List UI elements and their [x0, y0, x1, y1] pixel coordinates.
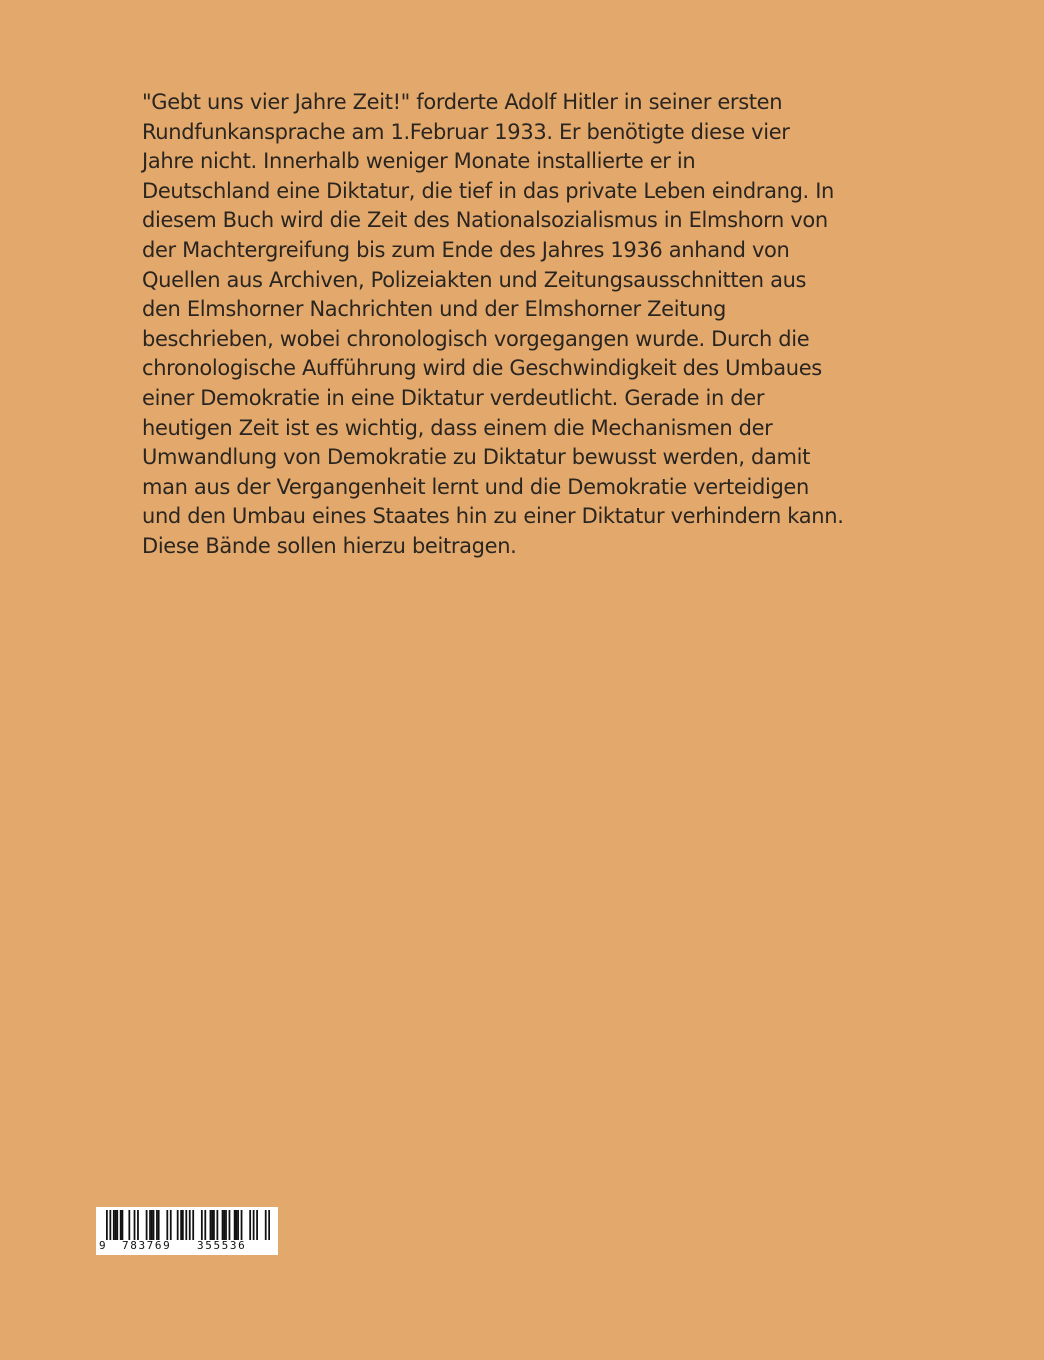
barcode-bar [249, 1210, 251, 1240]
barcode-bar [166, 1210, 168, 1240]
barcode-bar [106, 1210, 108, 1240]
barcode-bar [211, 1210, 213, 1240]
blurb-line: heutigen Zeit ist es wichtig, dass einem die Mechanismen der [142, 415, 773, 440]
barcode-bar [223, 1210, 225, 1240]
barcode-bar [116, 1210, 118, 1240]
barcode-bar [213, 1210, 215, 1240]
barcode-bar [122, 1210, 124, 1240]
barcode-bar [115, 1210, 117, 1240]
barcode-bar [149, 1210, 151, 1240]
barcode-bar [265, 1210, 267, 1240]
blurb-line: chronologische Aufführung wird die Geschwindigkeit des Umbaues [142, 356, 822, 381]
barcode-bar [180, 1210, 182, 1240]
barcode-bar [216, 1210, 218, 1240]
blurb-line: Rundfunkansprache am 1.Februar 1933. Er benötigte diese vier [142, 119, 790, 144]
barcode-left-digits: 783769 [122, 1239, 172, 1252]
barcode-bar [189, 1210, 191, 1240]
blurb-line: Umwandlung von Demokratie zu Diktatur bewusst werden, damit [142, 445, 810, 470]
barcode-bar [201, 1210, 203, 1240]
blurb-line: und den Umbau eines Staates hin zu einer Diktatur verhindern kann. [142, 504, 844, 529]
barcode-bar [268, 1210, 270, 1240]
barcode-bar [158, 1210, 160, 1240]
barcode-bar [134, 1210, 136, 1240]
blurb-line: Quellen aus Archiven, Polizeiakten und Zeitungsausschnitten aus [142, 267, 807, 292]
blurb-line: diesem Buch wird die Zeit des Nationalsozialismus in Elmshorn von [142, 208, 828, 233]
blurb-line: Deutschland eine Diktatur, die tief in das private Leben eindrang. In [142, 178, 835, 203]
barcode-bar [146, 1210, 148, 1240]
blurb-line: "Gebt uns vier Jahre Zeit!" forderte Adolf Hitler in seiner ersten [142, 90, 783, 114]
blurb-line: den Elmshorner Nachrichten und der Elmshorner Zeitung [142, 297, 727, 322]
barcode-bar [109, 1210, 111, 1240]
barcode-bar [185, 1210, 187, 1240]
barcode-bar [204, 1210, 206, 1240]
barcode-bar [235, 1210, 237, 1240]
barcode-bars [106, 1210, 270, 1240]
blurb-line: Jahre nicht. Innerhalb weniger Monate installierte er in [142, 149, 696, 174]
barcode-bar [151, 1210, 153, 1240]
barcode-bar [229, 1210, 231, 1240]
blurb-line: beschrieben, wobei chronologisch vorgegangen wurde. Durch die [142, 326, 810, 351]
barcode-bar [156, 1210, 158, 1240]
barcode-first-digit: 9 [99, 1239, 106, 1252]
barcode-bar [182, 1210, 184, 1240]
barcode-bar [256, 1210, 258, 1240]
barcode-bar [222, 1210, 224, 1240]
barcode-bar [120, 1210, 122, 1240]
barcode-right-digits: 355536 [197, 1239, 247, 1252]
blurb-line: einer Demokratie in eine Diktatur verdeutlicht. Gerade in der [142, 385, 765, 410]
blurb-text [142, 88, 882, 562]
barcode-bar [225, 1210, 227, 1240]
barcode-bar [153, 1210, 155, 1240]
barcode-bar [253, 1210, 255, 1240]
barcode-bar [192, 1210, 194, 1240]
blurb-line: Diese Bände sollen hierzu beitragen. [142, 533, 517, 558]
barcode-bar [210, 1210, 212, 1240]
barcode-bar [128, 1210, 130, 1240]
isbn-barcode [96, 1207, 278, 1255]
barcode-bar [113, 1210, 115, 1240]
barcode-bar [177, 1210, 179, 1240]
barcode-bar [170, 1210, 172, 1240]
barcode-bar [241, 1210, 243, 1240]
blurb-line: man aus der Vergangenheit lernt und die Demokratie verteidigen [142, 474, 809, 499]
barcode-bar [137, 1210, 139, 1240]
barcode-bar [234, 1210, 236, 1240]
barcode-bar [237, 1210, 239, 1240]
blurb-line: der Machtergreifung bis zum Ende des Jahres 1936 anhand von [142, 237, 790, 262]
